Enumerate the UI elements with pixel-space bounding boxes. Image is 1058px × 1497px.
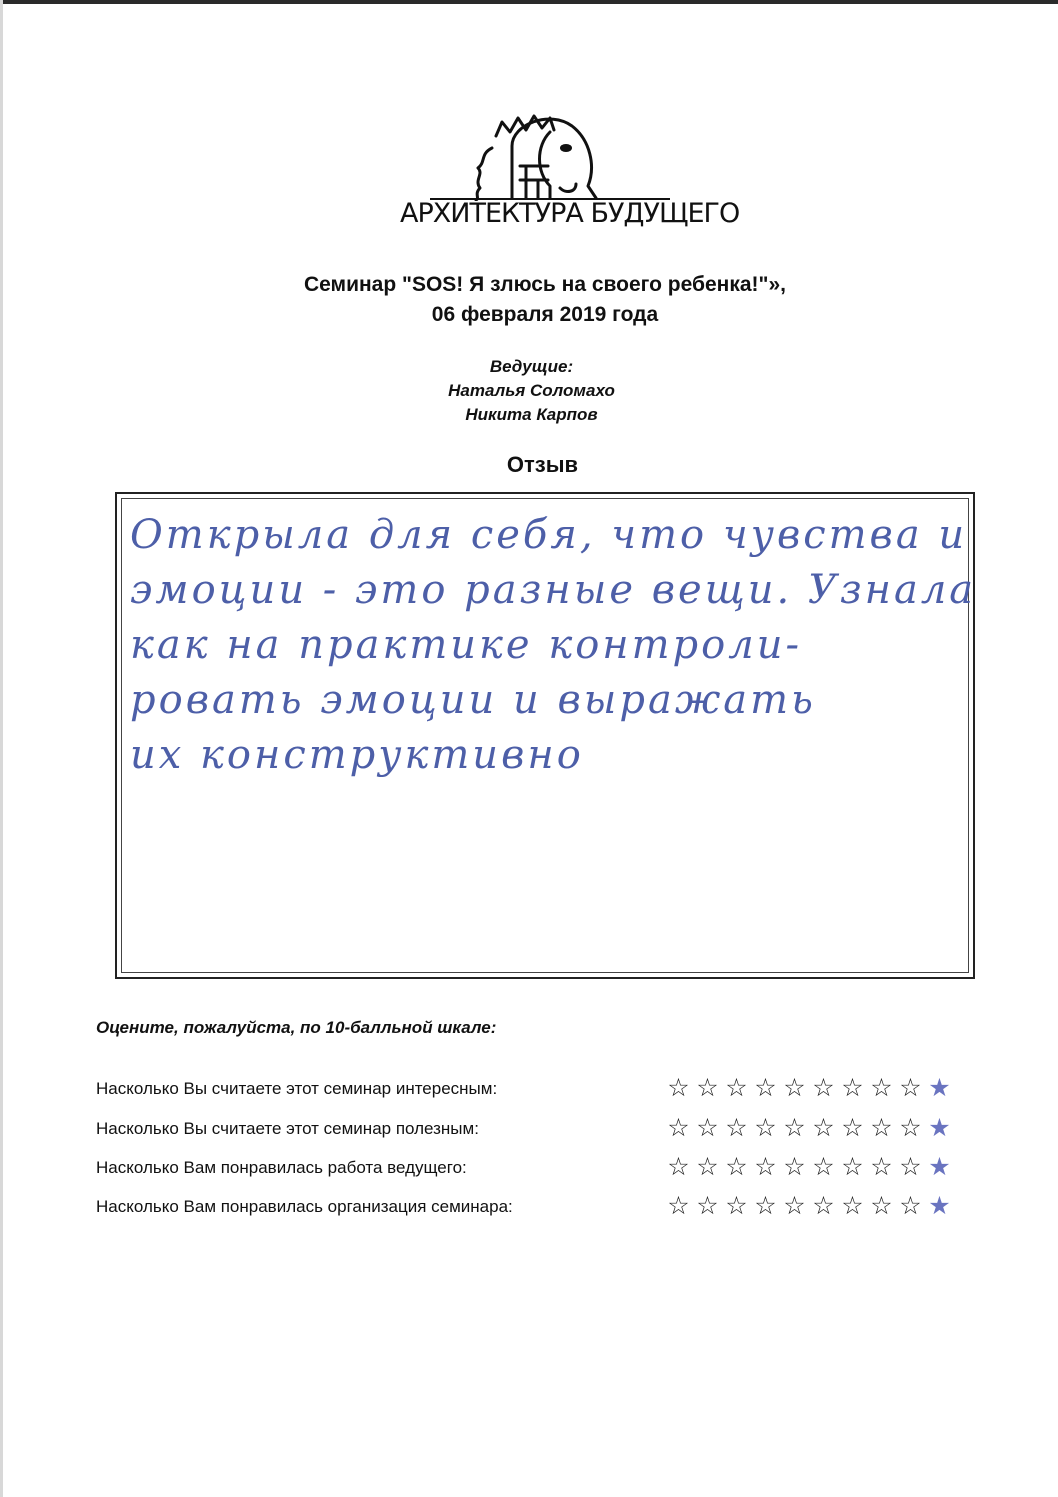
star-icon[interactable]: ☆: [754, 1073, 777, 1102]
rating-row-useful: [96, 1113, 986, 1149]
star-icon[interactable]: ☆: [667, 1191, 690, 1220]
star-icon[interactable]: ☆: [841, 1073, 864, 1102]
star-icon[interactable]: ☆: [783, 1113, 806, 1142]
host-name: Никита Карпов: [465, 405, 598, 424]
star-rating[interactable]: [664, 1191, 954, 1220]
star-icon[interactable]: ☆: [783, 1152, 806, 1181]
seminar-title: Семинар "SOS! Я злюсь на своего ребенка!"»,: [303, 273, 787, 296]
star-icon[interactable]: ☆: [725, 1113, 748, 1142]
selected-star-icon[interactable]: ★: [928, 1073, 951, 1102]
review-line: их конструктивно: [130, 732, 584, 778]
star-icon[interactable]: ☆: [870, 1073, 893, 1102]
rating-question: Насколько Вам понравилась организация семинара:: [96, 1197, 513, 1216]
star-icon[interactable]: ☆: [696, 1113, 719, 1142]
star-icon[interactable]: ☆: [696, 1191, 719, 1220]
review-line: ровать эмоции и выражать: [130, 677, 816, 723]
star-icon[interactable]: ☆: [725, 1073, 748, 1102]
star-icon[interactable]: ☆: [870, 1152, 893, 1181]
rating-question: Насколько Вы считаете этот семинар интересным:: [96, 1079, 498, 1098]
star-icon[interactable]: ☆: [783, 1191, 806, 1220]
star-icon[interactable]: ☆: [754, 1113, 777, 1142]
review-heading: Отзыв: [506, 452, 579, 477]
seminar-title-block: [0, 270, 1058, 330]
star-icon[interactable]: ☆: [812, 1191, 835, 1220]
star-icon[interactable]: ☆: [783, 1073, 806, 1102]
review-handwriting: [130, 508, 980, 783]
review-line: эмоции - это разные вещи. Узнала: [130, 567, 977, 613]
host-name: Наталья Соломахо: [448, 381, 615, 400]
star-icon[interactable]: ☆: [899, 1113, 922, 1142]
rating-title: Оцените, пожалуйста, по 10-балльной шкале:: [96, 1018, 497, 1037]
star-icon[interactable]: ☆: [870, 1113, 893, 1142]
star-icon[interactable]: ☆: [754, 1152, 777, 1181]
hosts-block: [0, 355, 1058, 427]
review-line: Открыла для себя, что чувства и: [130, 512, 968, 558]
star-rating[interactable]: [664, 1113, 954, 1142]
star-icon[interactable]: ☆: [899, 1073, 922, 1102]
rating-row-organization: [96, 1191, 986, 1227]
star-icon[interactable]: ☆: [754, 1191, 777, 1220]
star-icon[interactable]: ☆: [812, 1152, 835, 1181]
star-icon[interactable]: ☆: [725, 1152, 748, 1181]
star-icon[interactable]: ☆: [667, 1152, 690, 1181]
star-rating[interactable]: [664, 1152, 954, 1181]
hosts-label: Ведущие:: [489, 357, 574, 376]
review-line: как на практике контроли-: [130, 622, 802, 668]
star-icon[interactable]: ☆: [667, 1073, 690, 1102]
star-icon[interactable]: ☆: [696, 1152, 719, 1181]
star-icon[interactable]: ☆: [667, 1113, 690, 1142]
star-icon[interactable]: ☆: [870, 1191, 893, 1220]
rating-row-interesting: [96, 1073, 986, 1109]
star-icon[interactable]: ☆: [841, 1113, 864, 1142]
scan-edge: [0, 0, 1058, 4]
logo-text: АРХИТЕКТУРА БУДУЩЕГО: [400, 198, 740, 229]
selected-star-icon[interactable]: ★: [928, 1152, 951, 1181]
star-icon[interactable]: ☆: [812, 1073, 835, 1102]
rating-question: Насколько Вам понравилась работа ведущего:: [96, 1158, 467, 1177]
rating-row-host: [96, 1152, 986, 1188]
selected-star-icon[interactable]: ★: [928, 1113, 951, 1142]
rating-question: Насколько Вы считаете этот семинар полезным:: [96, 1119, 479, 1138]
star-icon[interactable]: ☆: [696, 1073, 719, 1102]
selected-star-icon[interactable]: ★: [928, 1191, 951, 1220]
elephant-icon: [400, 96, 700, 201]
scan-left-edge: [0, 0, 3, 1497]
star-icon[interactable]: ☆: [841, 1191, 864, 1220]
seminar-date: 06 февраля 2019 года: [431, 303, 659, 326]
star-rating[interactable]: [664, 1073, 954, 1102]
star-icon[interactable]: ☆: [725, 1191, 748, 1220]
star-icon[interactable]: ☆: [899, 1152, 922, 1181]
star-icon[interactable]: ☆: [841, 1152, 864, 1181]
star-icon[interactable]: ☆: [899, 1191, 922, 1220]
logo: [400, 96, 740, 246]
star-icon[interactable]: ☆: [812, 1113, 835, 1142]
